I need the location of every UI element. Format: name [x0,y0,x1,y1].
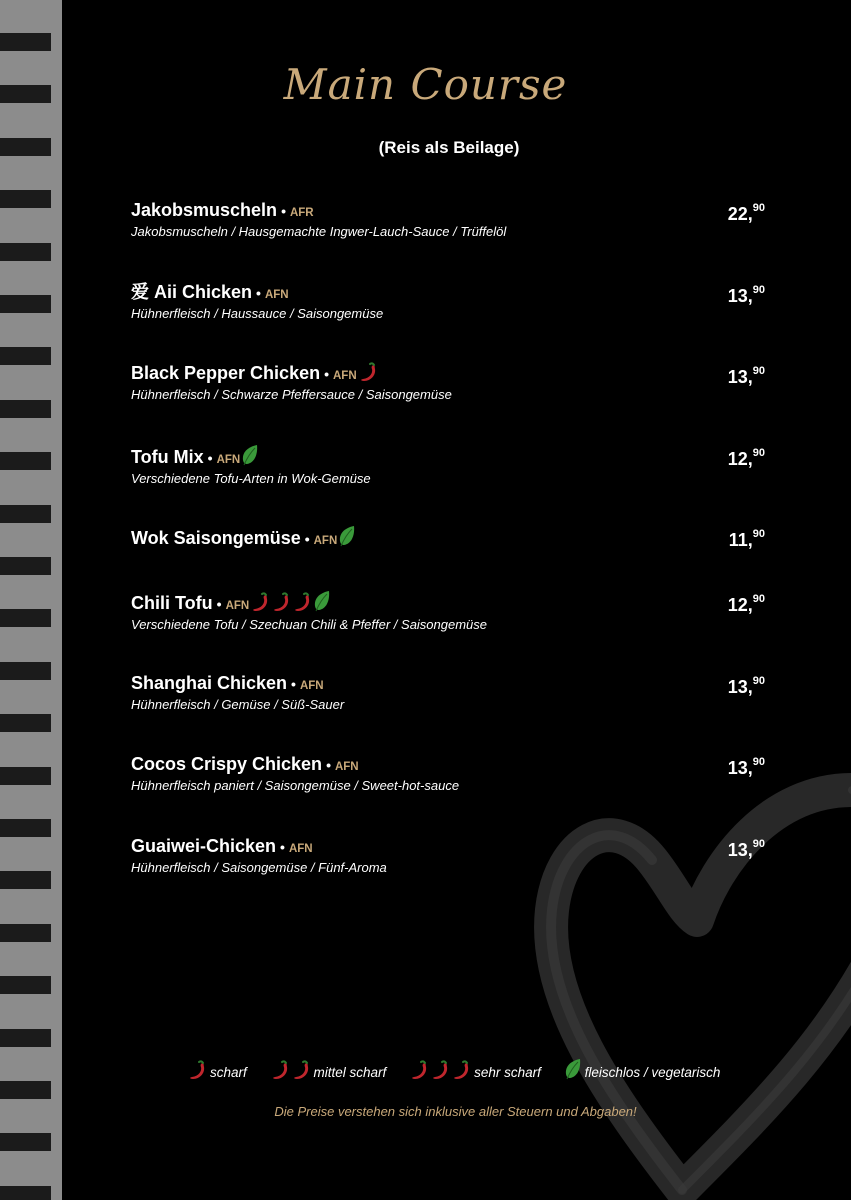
separator-dot: • [280,839,285,855]
menu-item-price [728,362,765,388]
menu-item-name-line [131,753,771,778]
ring-binding [0,0,62,1200]
chili-pepper-icon [358,362,378,382]
price-cents: 90 [752,447,765,459]
price-main: 13, [727,367,753,387]
price-main: 22, [727,204,753,224]
separator-dot: • [326,757,331,773]
separator-dot: • [304,531,310,547]
menu-item-price [728,199,765,225]
legend-vegetarisch-label: fleischlos / vegetarisch [584,1065,721,1080]
menu-item-name-line [131,199,771,224]
menu-item-description: Jakobsmuscheln / Hausgemachte Ingwer-Lauch-Sauce / Trüffelöl [131,224,507,239]
binding-tab [0,33,51,51]
price-cents: 90 [752,756,765,768]
allergen-tag: AFN [264,289,289,301]
allergen-tag: AFN [334,761,359,773]
menu-item-description: Hühnerfleisch / Gemüse / Süß-Sauer [131,697,345,712]
menu-item-description: Hühnerfleisch paniert / Saisongemüse / Sweet-hot-sauce [131,778,460,793]
allergen-tag: AFN [313,535,338,547]
binding-tab [0,557,51,575]
binding-tab [0,295,51,313]
separator-dot: • [207,450,213,466]
price-main: 12, [727,449,753,469]
menu-item-price [728,835,765,861]
binding-tab [0,452,51,470]
legend-sehr-scharf-label: sehr scharf [474,1065,541,1080]
menu-item-name-line [131,672,771,697]
chili-pepper-icon [292,592,312,612]
leaf-icon [313,590,331,612]
separator-dot: • [216,596,222,612]
price-cents: 90 [752,284,765,296]
leaf-icon [564,1058,582,1080]
allergen-tag: AFN [288,843,313,855]
menu-item-name-line [131,444,771,471]
binding-tab [0,243,51,261]
chili-pepper-icon [291,1060,311,1080]
menu-item-name-line [131,362,771,387]
separator-dot: • [291,676,296,692]
allergen-tag: AFN [225,600,250,612]
price-cents: 90 [752,675,765,687]
menu-item-name: Wok Saisongemüse [131,528,301,548]
allergen-tag: AFN [299,680,324,692]
menu-item-description: Verschiedene Tofu / Szechuan Chili & Pfeffer / Saisongemüse [131,617,488,632]
menu-item-name-line [131,525,771,552]
menu-item-name-line [131,590,771,617]
binding-tab [0,1081,51,1099]
separator-dot: • [281,203,286,219]
chili-pepper-icon [451,1060,471,1080]
binding-tab [0,347,51,365]
menu-item-name: Guaiwei-Chicken [131,836,277,856]
price-cents: 90 [752,528,765,540]
binding-tab [0,505,51,523]
menu-item-name: Cocos Crispy Chicken [131,754,323,774]
price-main: 13, [727,286,753,306]
menu-item-description: Verschiedene Tofu-Arten in Wok-Gemüse [131,471,371,486]
binding-tab [0,871,51,889]
legend-scharf [186,1060,247,1080]
binding-tab [0,714,51,732]
price-main: 11, [728,530,753,550]
menu-item [131,444,771,494]
binding-tab [0,819,51,837]
menu-item-description: Hühnerfleisch / Saisongemüse / Fünf-Aroma [131,860,387,875]
leaf-icon [338,525,356,547]
menu-item [131,835,771,885]
chili-pepper-icon [187,1060,207,1080]
leaf-icon [241,444,259,466]
price-main: 12, [727,595,753,615]
separator-dot: • [324,366,329,382]
binding-tab [0,924,51,942]
binding-tab [0,400,51,418]
binding-tab [0,767,51,785]
menu-item-name: Tofu Mix [131,447,204,467]
chili-pepper-icon [430,1060,450,1080]
menu-item-name: Jakobsmuscheln [131,200,278,220]
price-cents: 90 [752,838,765,850]
menu-item [131,590,771,640]
chili-pepper-icon [409,1060,429,1080]
menu-item-name: Shanghai Chicken [131,673,288,693]
binding-tab [0,1029,51,1047]
menu-item [131,199,771,249]
chili-pepper-icon [250,592,270,612]
price-cents: 90 [752,365,765,377]
price-main: 13, [727,758,753,778]
menu-item-name-line [131,281,771,306]
binding-tab [0,1186,51,1200]
legend-sehr-scharf [408,1060,541,1080]
allergen-tag: AFN [333,370,357,382]
menu-item-description: Hühnerfleisch / Schwarze Pfeffersauce / Saisongemüse [131,387,452,402]
allergen-tag: AFN [216,454,241,466]
price-main: 13, [727,840,753,860]
allergen-tag: AFR [289,207,314,219]
chili-pepper-icon [271,592,291,612]
menu-item [131,525,771,575]
menu-item-name: 爱 Aii Chicken [131,282,253,302]
chili-pepper-icon [270,1060,290,1080]
menu-item-name-line [131,835,771,860]
menu-item [131,672,771,722]
legend-mittel-scharf [269,1060,387,1080]
menu-item-name: Black Pepper Chicken [131,363,321,383]
page-subtitle: (Reis als Beilage) [378,138,520,157]
menu-item-price [728,753,765,779]
menu-item-price [728,444,765,470]
separator-dot: • [256,285,261,301]
binding-tab [0,976,51,994]
menu-item [131,753,771,803]
price-cents: 90 [752,593,765,605]
menu-item [131,281,771,331]
legend [186,1058,738,1080]
menu-item-price [728,281,765,307]
binding-tab [0,662,51,680]
binding-tab [0,190,51,208]
menu-item-name: Chili Tofu [131,593,213,613]
binding-tab [0,609,51,627]
price-cents: 90 [752,202,765,214]
legend-mittel-scharf-label: mittel scharf [313,1065,387,1080]
menu-item [131,362,771,412]
menu-item-price [729,525,765,551]
menu-item-price [728,590,765,616]
menu-item-price [728,672,765,698]
page-title: Main Course [283,60,568,109]
legend-scharf-label: scharf [210,1065,247,1080]
binding-tab [0,1133,51,1151]
menu-item-description: Hühnerfleisch / Haussauce / Saisongemüse [131,306,384,321]
price-footnote: Die Preise verstehen sich inklusive aller Steuern und Abgaben! [274,1104,637,1119]
legend-vegetarisch [563,1058,721,1080]
price-main: 13, [727,677,753,697]
